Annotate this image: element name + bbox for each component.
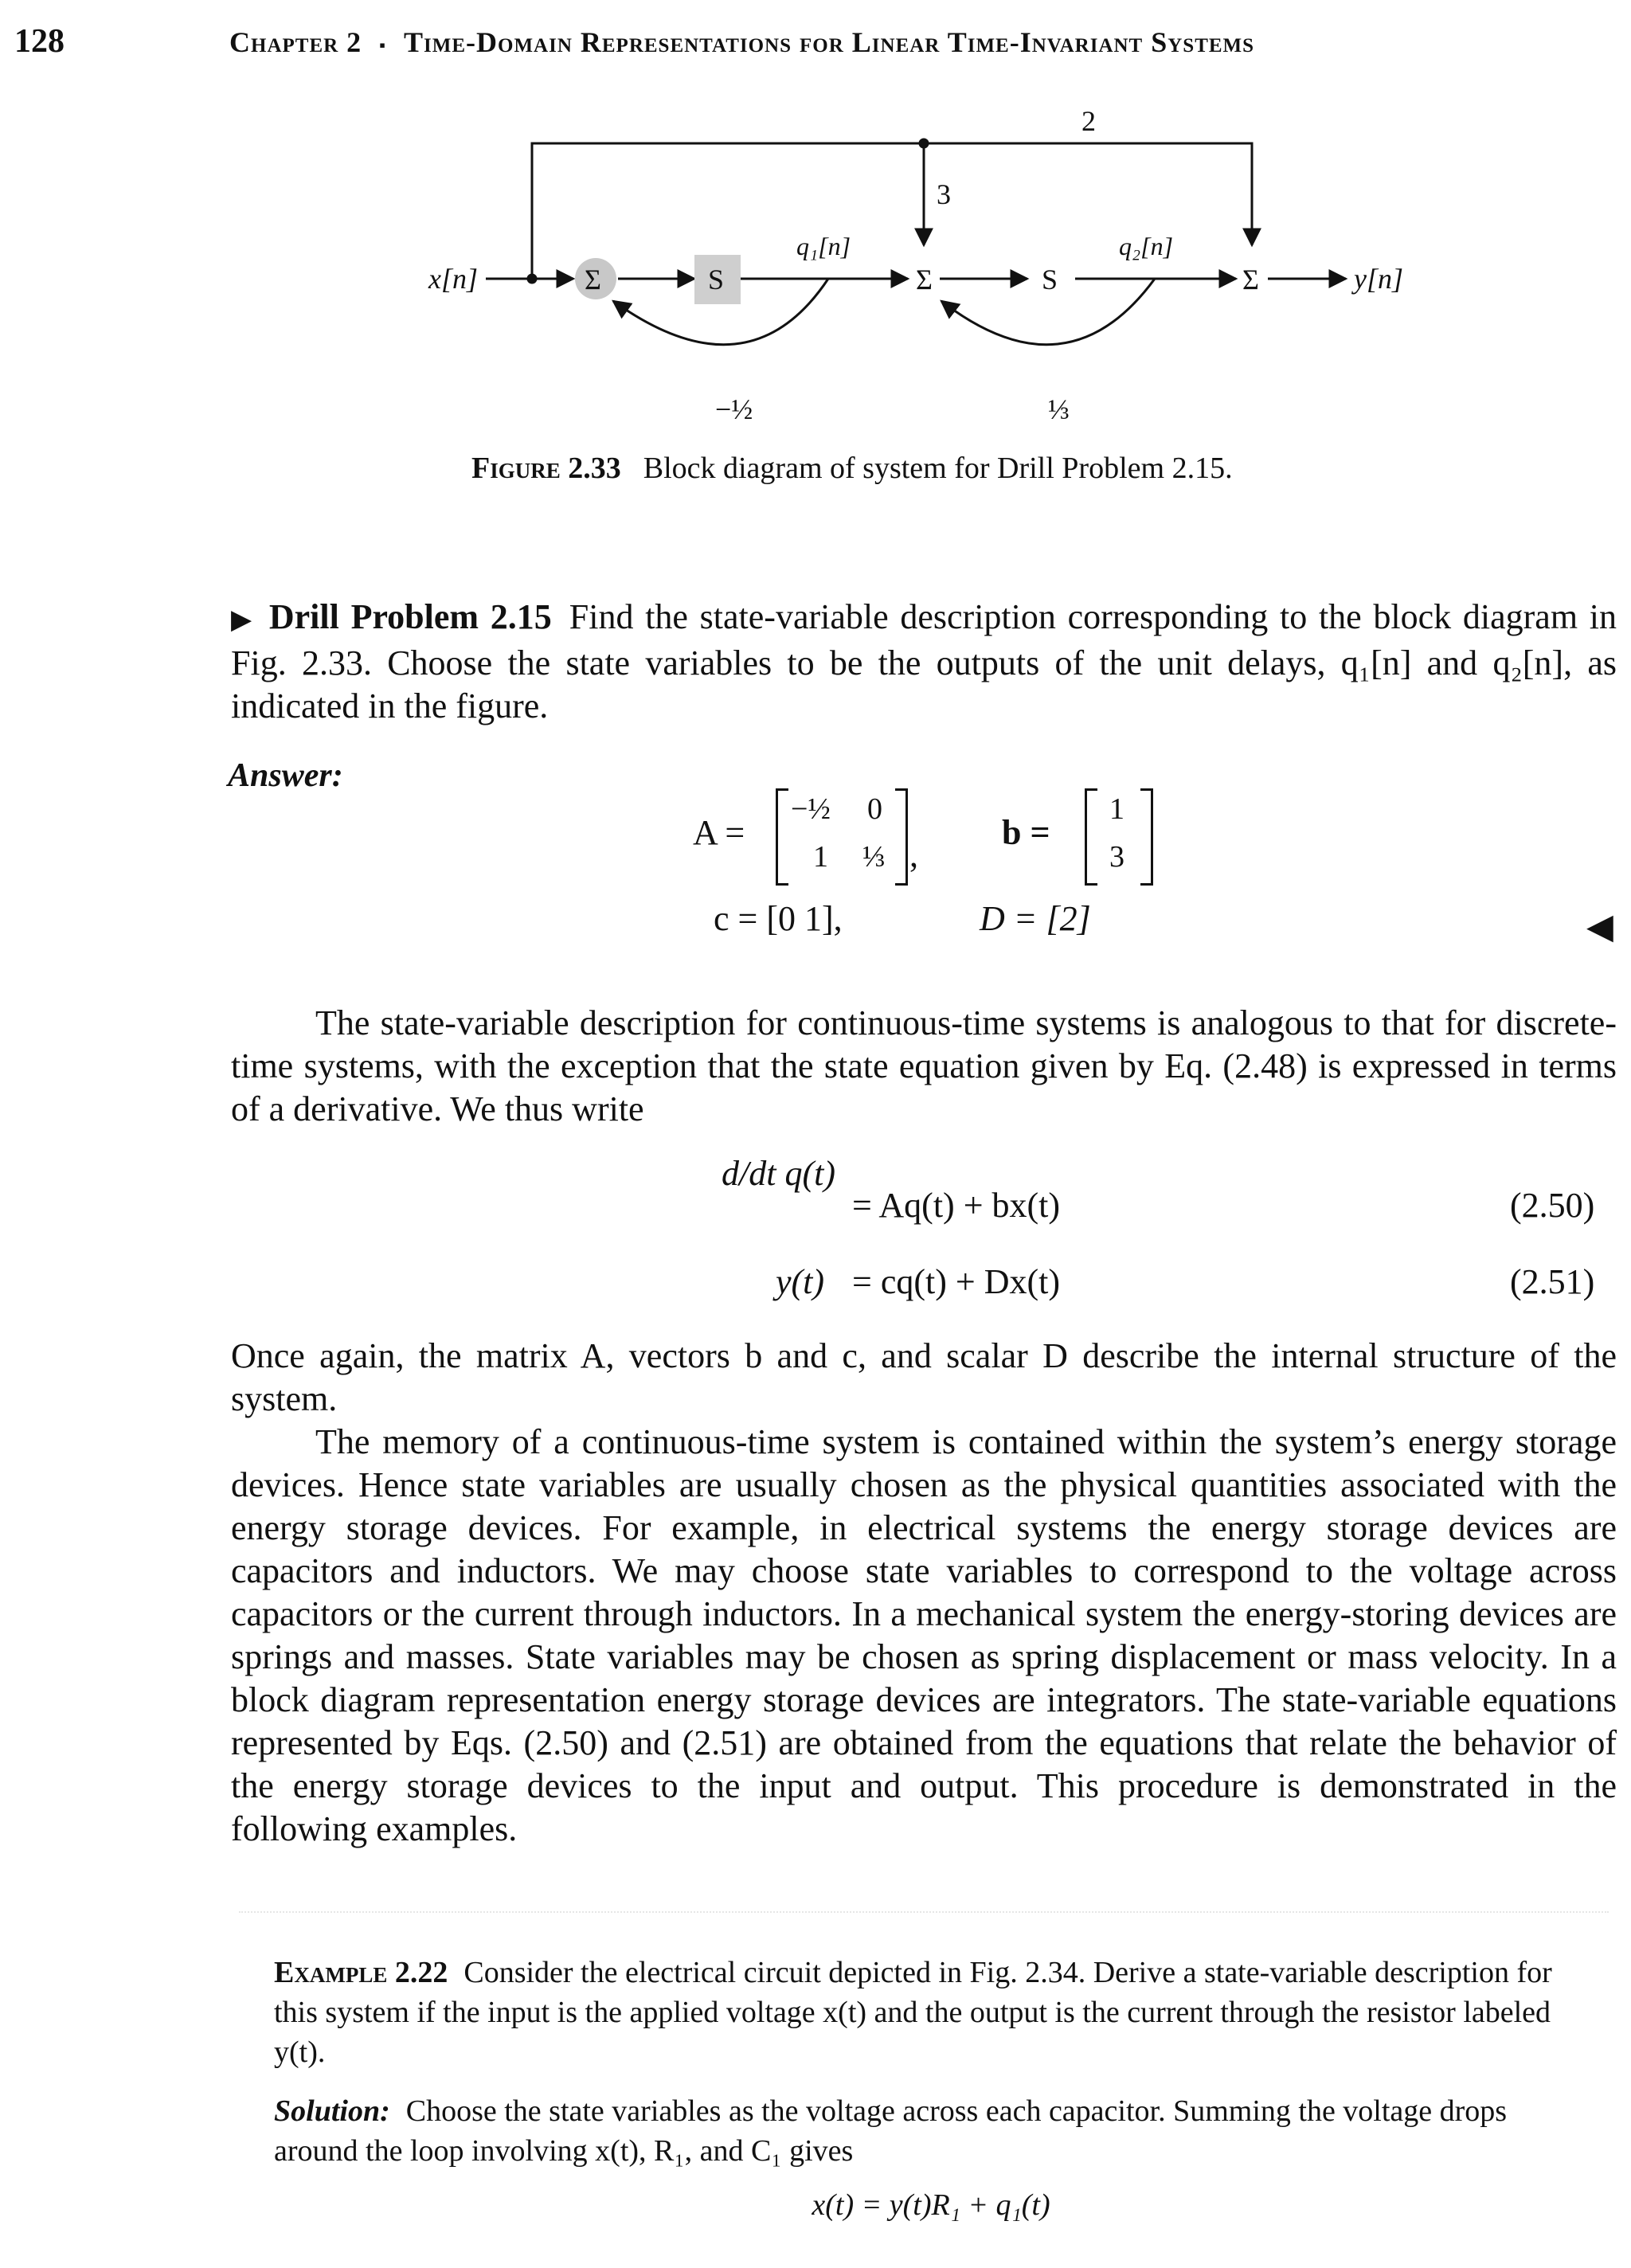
chapter-label: Chapter 2: [229, 26, 362, 58]
drill-heading: Drill Problem 2.15: [268, 597, 552, 636]
sum2-symbol: Σ: [916, 264, 933, 295]
divider: [239, 1911, 1609, 1913]
paragraph-3: The memory of a continuous-time system is contained within the system’s energy storage devices. Hence state variables are usually chosen as the physical quantities associated with the energy storage devices. For example, in electrical systems the energy storage devices are capacitors and inductors. We may choose state variables to correspond to the voltage across capacitors or the current through inductors. In a mechanical system the energy-storing devices are springs and masses. State variables may be chosen as spring displacement or mass velocity. In a block diagram representation energy storage devices are integrators. The state-variable equations represented by Eqs. (2.50) and (2.51) are obtained from the equations that relate the behavior of the energy storage devices to the input and output. This procedure is demonstrated in the following examples.: [231, 1422, 1617, 1848]
vector-c-eq: c = [0 1],: [714, 899, 843, 938]
sum3-symbol: Σ: [1242, 264, 1259, 295]
figure-caption: [471, 451, 1233, 486]
eq250-number: (2.50): [1510, 1186, 1595, 1225]
solution-label: Solution:: [274, 2094, 390, 2128]
caption-text: Block diagram of system for Drill Problem 2.15.: [643, 452, 1233, 485]
sum1-symbol: Σ: [585, 264, 601, 295]
eq251-lhs: y(t): [776, 1262, 825, 1301]
example-statement: [274, 1953, 1588, 2072]
separator-mark: ▪: [379, 34, 386, 55]
input-label: x[n]: [428, 263, 478, 295]
paragraph-1: The state-variable description for continuous-time systems is analogous to that for discrete-time systems, with the exception that the state equation given by Eq. (2.48) is expressed in terms of a derivative. We thus write: [231, 1003, 1617, 1128]
scalar-D-eq: D = [2]: [980, 899, 1091, 938]
A22: ⅓: [862, 840, 886, 874]
feedback-gain-1-label: −½: [715, 393, 753, 425]
output-label: y[n]: [1354, 263, 1403, 295]
answer-label: Answer:: [228, 757, 343, 794]
eq251-rhs: = cq(t) + Dx(t): [852, 1262, 1060, 1301]
delay2-symbol: S: [1042, 264, 1058, 295]
eq250-rhs: = Aq(t) + bx(t): [852, 1186, 1061, 1225]
example-text: Consider the electrical circuit depicted in Fig. 2.34. Derive a state-variable description for this system if the input is the applied voltage x(t) and the output is the current through the resistor labeled y(t).: [274, 1956, 1552, 2069]
gain-top-label: 2: [1081, 105, 1096, 137]
eq250-lhs: d/dt q(t): [722, 1154, 835, 1193]
drill-problem: [231, 596, 1617, 728]
chapter-title: Time-Domain Representations for Linear Time-Invariant Systems: [404, 26, 1255, 58]
vector-b: [1085, 788, 1153, 886]
example-box: [274, 1953, 1588, 2225]
running-head: [229, 25, 1254, 59]
solution-equation: x(t) = y(t)R₁ + q₁(t): [812, 2188, 1050, 2222]
A21: 1: [813, 840, 828, 874]
state2-label: q₂[n]: [1119, 232, 1174, 260]
feedback-gain-2-label: ⅓: [1048, 393, 1070, 425]
page-number: 128: [14, 23, 65, 60]
A11: −½: [791, 792, 831, 826]
matrix-A-lhs: A =: [693, 813, 745, 852]
comma-1: ,: [909, 835, 918, 874]
block-diagram: [0, 96, 1631, 446]
solution: [274, 2091, 1588, 2171]
A12: 0: [867, 792, 882, 826]
example-label: Example 2.22: [274, 1956, 448, 1989]
b1: 1: [1109, 792, 1124, 826]
end-marker-icon: ◀: [1586, 907, 1613, 946]
matrix-A: [776, 788, 908, 886]
drill-marker-icon: ▶: [231, 605, 255, 635]
paragraph-2: Once again, the matrix A, vectors b and c, and scalar D describe the internal structure of the system.: [231, 1336, 1617, 1418]
solution-text: Choose the state variables as the voltage across each capacitor. Summing the voltage drops around the loop involving x(t), R₁, and C₁ gives: [274, 2094, 1508, 2168]
b2: 3: [1109, 840, 1124, 874]
drill-text: Find the state-variable description corresponding to the block diagram in Fig. 2.33. Choose the state variables to be the outputs of the unit delays, q₁[n] and q₂[n], as indicated in the figure.: [231, 597, 1617, 725]
vector-b-lhs: b =: [1002, 813, 1050, 852]
state1-label: q₁[n]: [796, 232, 851, 260]
caption-label: Figure 2.33: [471, 452, 621, 485]
eq251-number: (2.51): [1510, 1262, 1595, 1301]
gain-mid-label: 3: [937, 178, 951, 210]
delay1-symbol: S: [708, 264, 725, 295]
